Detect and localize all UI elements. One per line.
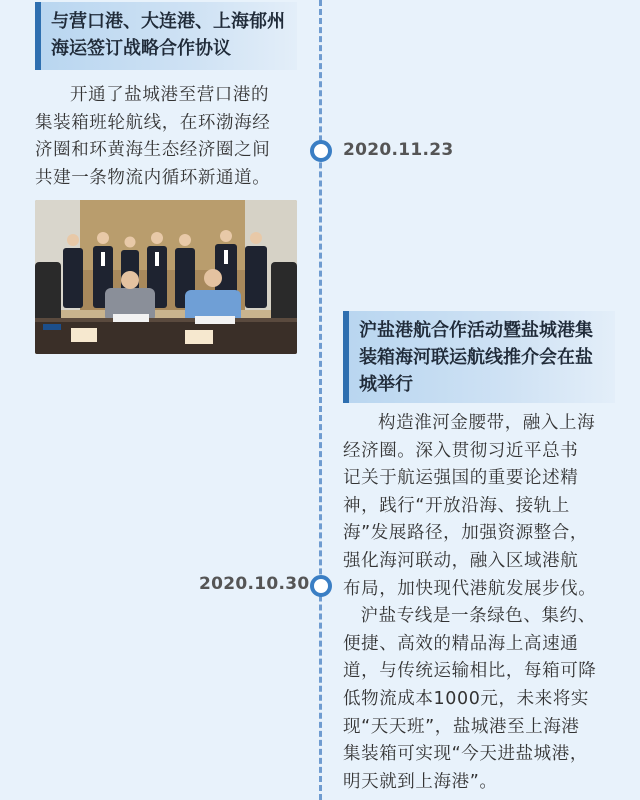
- event-title-line: 城举行: [359, 374, 413, 395]
- timeline-node: [310, 140, 332, 162]
- text-line: 构造淮河金腰带，融入上海: [378, 413, 596, 433]
- event-title-line: 装箱海河联运航线推介会在盐: [359, 347, 593, 368]
- event-title: [343, 311, 615, 403]
- text-line: 记关于航运强国的重要论述精: [343, 468, 579, 489]
- text-line: 明天就到上海港”。: [343, 771, 498, 792]
- text-line: 便捷、高效的精品海上高速通: [343, 633, 579, 654]
- text-line: 道，与传统运输相比，每箱可降: [343, 661, 597, 682]
- event-title-line: 与营口港、大连港、上海郁州: [51, 11, 285, 32]
- text-line: 集装箱班轮航线，在环渤海经: [35, 112, 271, 133]
- text-line: 现“天天班”，盐城港至上海港: [343, 716, 580, 737]
- event-description: [343, 410, 615, 796]
- text-line: 沪盐专线是一条绿色、集约、: [360, 606, 596, 627]
- event-title-line: 沪盐港航合作活动暨盐城港集: [359, 320, 593, 341]
- text-line: 济圈和环黄海生态经济圈之间: [35, 140, 271, 161]
- text-line: 布局，加快现代港航发展步伐。: [343, 578, 597, 599]
- event-date: 2020.11.23: [343, 140, 454, 160]
- text-line: 开通了盐城港至营口港的: [70, 85, 270, 105]
- timeline-line: [319, 0, 322, 800]
- event-title-line: 海运签订战略合作协议: [51, 38, 231, 59]
- text-line: 神，践行“开放沿海、接轨上: [343, 495, 570, 516]
- event-date: 2020.10.30: [199, 574, 310, 594]
- text-line: 集装箱可实现“今天进盐城港，: [343, 744, 588, 765]
- event-title: [35, 2, 297, 70]
- text-line: 海”发展路径，加强资源整合，: [343, 523, 588, 544]
- text-line: 强化海河联动，融入区域港航: [343, 550, 579, 571]
- event-description: [35, 82, 299, 192]
- signing-ceremony-photo: [35, 200, 297, 354]
- timeline-node: [310, 575, 332, 597]
- text-line: 低物流成本1000元，未来将实: [343, 688, 590, 709]
- text-line: 共建一条物流内循环新通道。: [35, 167, 271, 188]
- text-line: 经济圈。深入贯彻习近平总书: [343, 440, 579, 461]
